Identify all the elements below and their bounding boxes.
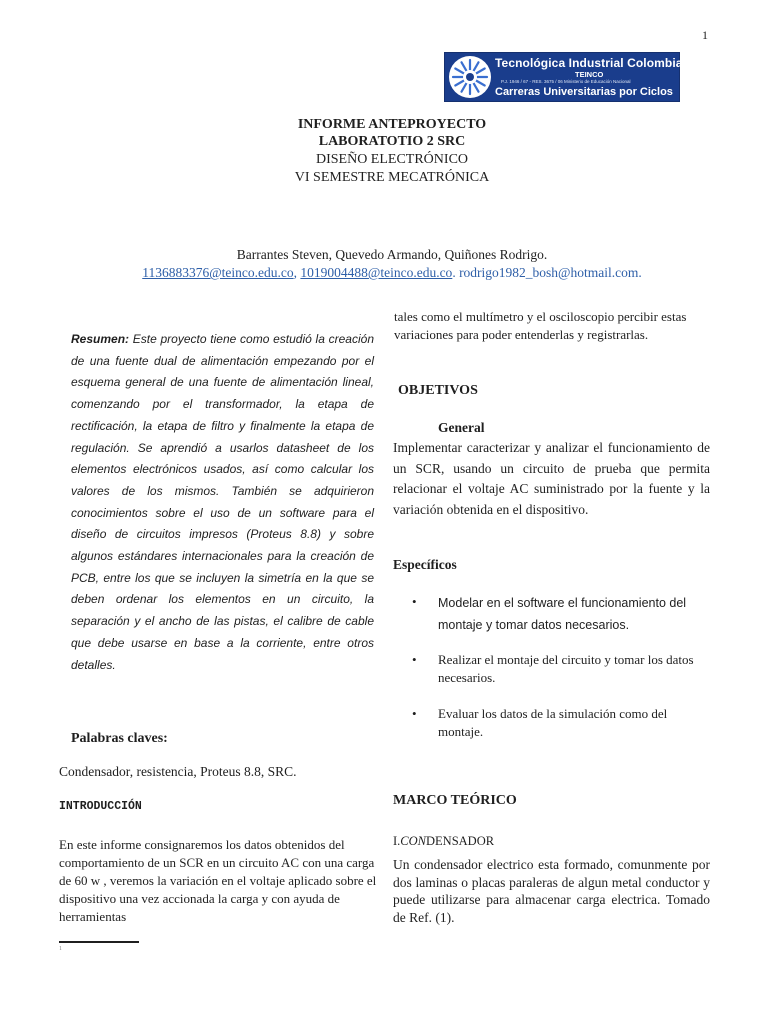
- specific-objectives-heading: Específicos: [393, 557, 457, 572]
- list-item: Realizar el montaje del circuito y tomar los datos necesarios.: [438, 652, 694, 685]
- footnote-separator: [59, 941, 139, 943]
- page-number: 1: [702, 28, 708, 42]
- abstract-paragraph: [71, 329, 374, 676]
- email-separator: .: [452, 265, 460, 280]
- authors: Barrantes Steven, Quevedo Armando, Quiñones Rodrigo.: [236, 247, 548, 262]
- email-text-3: rodrigo1982_bosh@hotmail.com.: [459, 265, 642, 280]
- report-subject: DISEÑO ELECTRÓNICO: [315, 152, 469, 167]
- logo-fine-print: P.J. 1946 / 67 - RES. 3675 / 06 Ministerio de Educación Nacional: [501, 79, 631, 84]
- logo-tagline: Carreras Universitarias por Ciclos: [495, 86, 673, 98]
- keywords-text: Condensador, resistencia, Proteus 8.8, SRC.: [59, 764, 297, 779]
- email-separator: ,: [293, 265, 301, 280]
- general-objective-text: Implementar caracterizar y analizar el funcionamiento de un SCR, usando un circuito de prueba que permita relacionar el voltaje AC suministrado por la fuente y la variación obtenida en el dispositivo.: [393, 440, 710, 517]
- logo-institution-name: Tecnológica Industrial Colombiana: [495, 56, 697, 70]
- footnote-mark: 1: [59, 946, 62, 952]
- list-item: Modelar en el software el funcionamiento del montaje y tomar datos necesarios.: [438, 596, 687, 632]
- capacitor-paragraph: Un condensador electrico esta formado, comunmente por dos laminas o placas paraleras de algun metal conductor y puede utilizarse para almacenar carga electrica. Tomado de Ref. (1).: [393, 857, 710, 925]
- introduction-heading: INTRODUCCIÓN: [59, 800, 142, 813]
- section-title-rest: DENSADOR: [426, 834, 495, 848]
- abstract-text: Este proyecto tiene como estudió la creación de una fuente dual de alimentación empezando por el esquema general de una fuente de alimentación lineal, comenzando por el transformador, la etapa de rectificación, la etapa de filtro y finalmente la etapa de regulación. Se aprendió a usarlos datasheet de los elementos electrónicos usados, así como calcular los valores de los mismos. También se adquirieron conocimientos sobre el uso de un software para el diseño de circuitos impresos (Proteus 8.8) y sobre algunos estándares internacionales para la creación de PCB, entre los que se incluyen la simetría en la que se deben ordenar los elementos en un circuito, la separación y el ancho de las pistas, el calibre de cable que debe usarse en base a la corriente, entre otros detalles.: [71, 332, 374, 672]
- keywords-heading: Palabras claves:: [71, 731, 168, 746]
- capacitor-section-heading: [393, 834, 494, 849]
- email-link-2[interactable]: 1019004488@teinco.edu.co: [300, 265, 453, 280]
- bullet-icon: •: [412, 652, 417, 667]
- institution-logo: [444, 52, 697, 102]
- report-title-line1: INFORME ANTEPROYECTO: [297, 117, 487, 132]
- report-semester: VI SEMESTRE MECATRÓNICA: [294, 170, 490, 185]
- theoretical-framework-heading: MARCO TEÓRICO: [393, 793, 517, 808]
- bullet-icon: •: [412, 594, 417, 609]
- introduction-continuation: tales como el multímetro y el osciloscopio percibir estas variaciones para poder entenderlas y registrarlas.: [394, 309, 687, 342]
- email-link-1[interactable]: 1136883376@teinco.edu.co: [142, 265, 294, 280]
- objectives-heading: OBJETIVOS: [398, 383, 478, 398]
- list-item: Evaluar los datos de la simulación como del montaje.: [438, 706, 668, 739]
- introduction-paragraph: En este informe consignaremos los datos obtenidos del comportamiento de un SCR en un circuito AC con una carga de 60 w , veremos la variación en el voltaje aplicado sobre el dispositivo una vez accionada la carga y con ayuda de herramientas: [59, 837, 377, 924]
- section-number: I.: [393, 834, 401, 848]
- bullet-icon: •: [412, 706, 417, 721]
- section-title-prefix: CON: [400, 834, 426, 848]
- sunburst-emblem-icon: [449, 56, 491, 98]
- logo-acronym: TEINCO: [575, 70, 604, 79]
- abstract-label: Resumen:: [71, 332, 130, 346]
- report-title-line2: LABORATOTIO 2 SRC: [318, 134, 466, 149]
- general-objective-heading: General: [438, 420, 485, 435]
- author-emails: [0, 265, 768, 281]
